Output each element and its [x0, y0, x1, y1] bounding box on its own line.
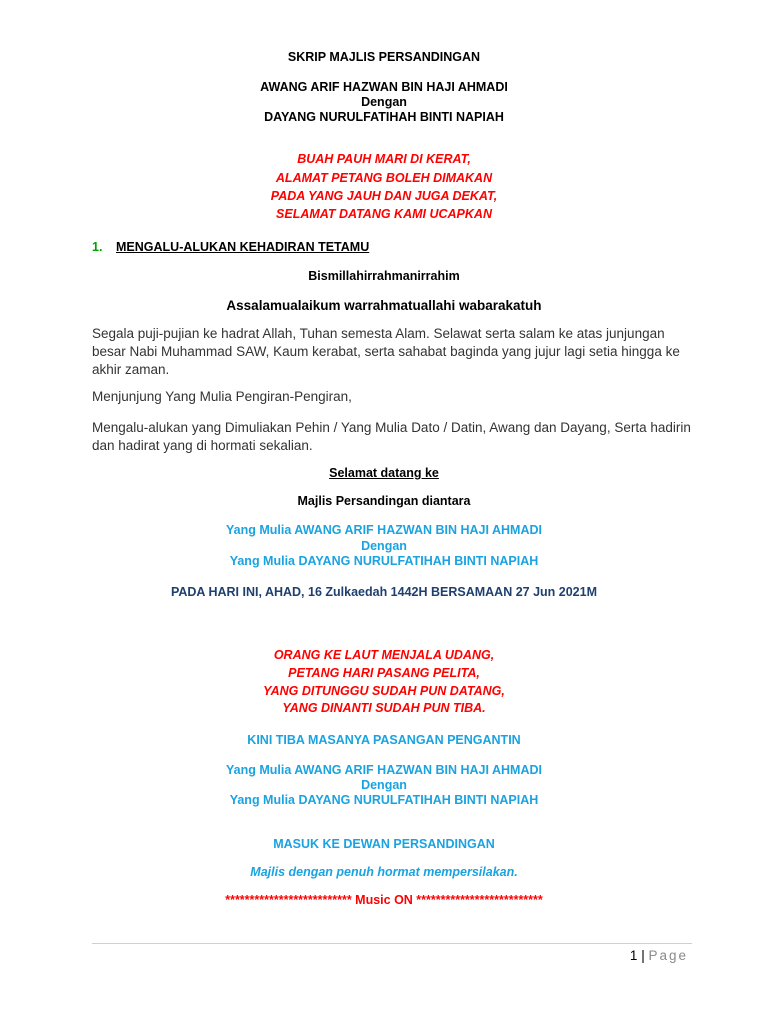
- welcome-heading: Selamat datang ke: [329, 466, 439, 480]
- welcome-dengan: Dengan: [361, 539, 407, 553]
- pantun2-line-4: YANG DINANTI SUDAH PUN TIBA.: [282, 701, 486, 715]
- pantun1-line-4: SELAMAT DATANG KAMI UCAPKAN: [276, 207, 492, 221]
- pantun2-line-3: YANG DITUNGGU SUDAH PUN DATANG,: [263, 684, 505, 698]
- page-number: 1: [629, 948, 638, 963]
- dengan-connector: Dengan: [361, 95, 407, 109]
- page-footer: [630, 948, 688, 963]
- groom-name: AWANG ARIF HAZWAN BIN HAJI AHMADI: [260, 80, 508, 94]
- page-separator: |: [641, 948, 645, 963]
- section-number: 1.: [92, 240, 103, 254]
- bismillah: Bismillahirrahmanirrahim: [308, 269, 460, 283]
- paragraph-opening: Segala puji-pujian ke hadrat Allah, Tuhan semesta Alam. Selawat serta salam ke atas junjungan besar Nabi Muhammad SAW, Kaum kerabat, serta sahabat baginda yang jujur lagi setia hingga ke akhir zaman.: [92, 326, 680, 377]
- salam-greeting: Assalamualaikum warrahmatuallahi wabarakatuh: [226, 298, 542, 313]
- arrival-bride: Yang Mulia DAYANG NURULFATIHAH BINTI NAPIAH: [229, 793, 539, 807]
- pantun2-line-2: PETANG HARI PASANG PELITA,: [288, 666, 480, 680]
- paragraph-welcome-guests: Mengalu-alukan yang Dimuliakan Pehin / Yang Mulia Dato / Datin, Awang dan Dayang, Serta hadirin dan hadirat yang di hormati sekalian.: [92, 420, 691, 453]
- kini-tiba: KINI TIBA MASANYA PASANGAN PENGANTIN: [247, 733, 521, 747]
- arrival-dengan: Dengan: [361, 778, 407, 792]
- masuk-dewan: MASUK KE DEWAN PERSANDINGAN: [273, 837, 495, 851]
- document-title: SKRIP MAJLIS PERSANDINGAN: [287, 50, 481, 64]
- welcome-groom: Yang Mulia AWANG ARIF HAZWAN BIN HAJI AHMADI: [226, 523, 542, 537]
- bride-name: DAYANG NURULFATIHAH BINTI NAPIAH: [264, 110, 504, 124]
- ceremony-date: PADA HARI INI, AHAD, 16 Zulkaedah 1442H BERSAMAAN 27 Jun 2021M: [170, 585, 598, 599]
- section-title: MENGALU-ALUKAN KEHADIRAN TETAMU: [116, 240, 370, 254]
- welcome-bride: Yang Mulia DAYANG NURULFATIHAH BINTI NAPIAH: [229, 554, 539, 568]
- page-label: Page: [648, 948, 688, 963]
- mempersilakan: Majlis dengan penuh hormat mempersilakan.: [250, 865, 518, 879]
- music-cue: ************************** Music ON **************************: [225, 893, 543, 907]
- pantun1-line-2: ALAMAT PETANG BOLEH DIMAKAN: [275, 171, 493, 185]
- pantun1-line-1: BUAH PAUH MARI DI KERAT,: [297, 152, 471, 166]
- arrival-groom: Yang Mulia AWANG ARIF HAZWAN BIN HAJI AHMADI: [226, 763, 542, 777]
- section-heading: [92, 240, 369, 254]
- majlis-diantara: Majlis Persandingan diantara: [297, 494, 471, 508]
- footer-divider: [92, 943, 692, 944]
- paragraph-pengiran: Menjunjung Yang Mulia Pengiran-Pengiran,: [92, 389, 352, 404]
- pantun2-line-1: ORANG KE LAUT MENJALA UDANG,: [273, 648, 495, 662]
- pantun1-line-3: PADA YANG JAUH DAN JUGA DEKAT,: [270, 189, 498, 203]
